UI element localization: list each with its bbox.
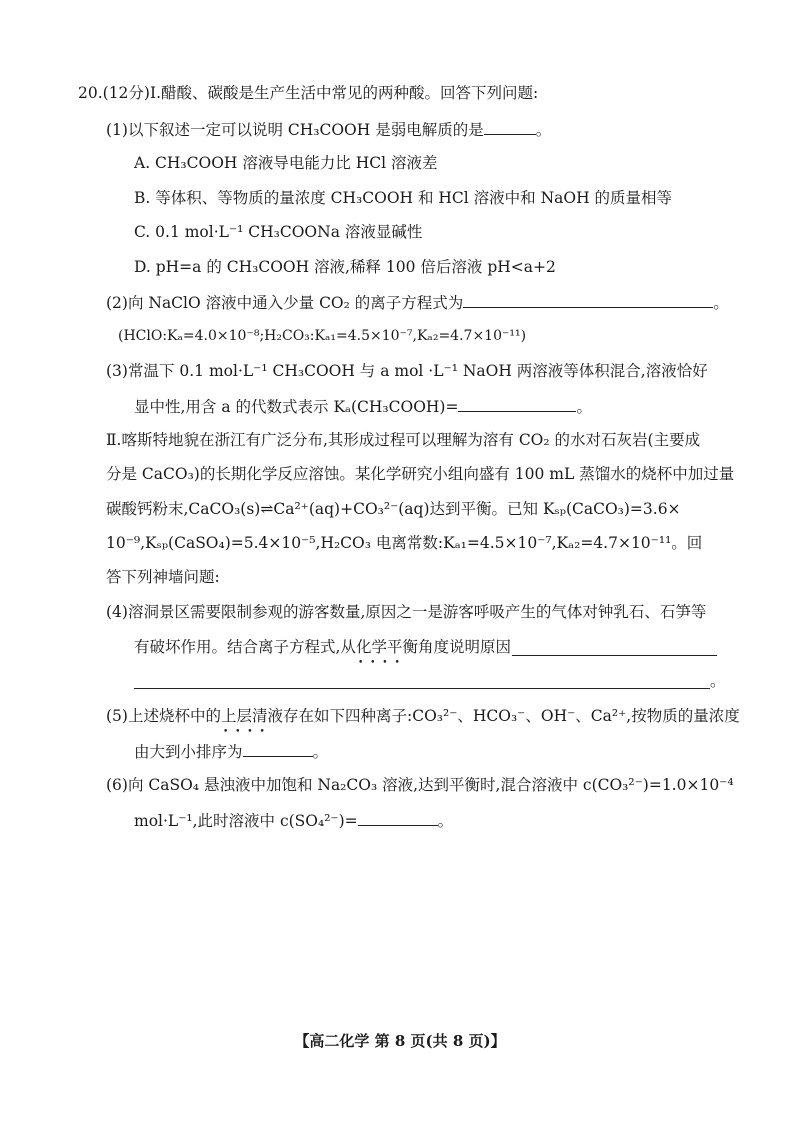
q2-stem [106,291,729,314]
q6-tail: 。 [437,812,454,830]
q5-line1 [106,705,740,727]
q3-line1: (3)常温下 0.1 mol·L⁻¹ CH₃COOH 与 a mol ·L⁻¹ NaOH 两溶液等体积混合,溶液恰好 [106,362,708,380]
q1-option-b: B. 等体积、等物质的量浓度 CH₃COOH 和 HCl 溶液中和 NaOH 的质量相等 [134,189,673,207]
q1-option-c: C. 0.1 mol·L⁻¹ CH₃COONa 溶液显碱性 [134,223,423,241]
q3-tail: 。 [576,398,592,416]
q5-emphasis-text: 上层清液 • • • • [221,705,283,727]
q4-line2-pre: 有破坏作用。结合离子方程式,从 [134,638,356,656]
q3-line2 [134,395,592,418]
q3-answer-blank[interactable] [458,395,576,412]
q4-answer-blank-2[interactable] [134,688,710,689]
q4-line2 [134,636,511,658]
question-header: 20.(12分)Ⅰ.醋酸、碳酸是生产生活中常见的两种酸。回答下列问题: [78,84,539,102]
q4-tail: 。 [710,672,726,690]
q4-line2-post: 角度说明原因 [417,638,511,656]
page-footer: 【高二化学 第 8 页(共 8 页)】 [294,1032,506,1050]
q5-line2-text: 由大到小排序为 [134,743,243,761]
q4-emphasis-text: 化学平衡 • • • • [356,636,418,658]
q5-line1-pre: (5)上述烧杯中的 [106,707,221,725]
q5-line2 [134,740,328,763]
part2-line1: Ⅱ.喀斯特地貌在浙江有广泛分布,其形成过程可以理解为溶有 CO₂ 的水对石灰岩(主要成 [106,431,701,449]
q5-answer-blank[interactable] [243,740,313,757]
q1-answer-blank[interactable] [484,118,536,135]
q6-line2-text: mol·L⁻¹,此时溶液中 c(SO₄²⁻)= [134,812,358,830]
q1-option-a: A. CH₃COOH 溶液导电能力比 HCl 溶液差 [134,154,438,172]
part2-line5: 答下列神墙问题: [106,568,220,586]
q1-stem-tail: 。 [535,121,552,139]
q2-stem-tail: 。 [713,294,729,312]
part2-line4: 10⁻⁹,Kₛₚ(CaSO₄)=5.4×10⁻⁵,H₂CO₃ 电离常数:Kₐ₁=4.5×10⁻⁷,Kₐ₂=4.7×10⁻¹¹。回 [106,534,703,552]
q3-line2-text: 显中性,用含 a 的代数式表示 Kₐ(CH₃COOH)= [134,398,459,416]
part2-line2: 分是 CaCO₃)的长期化学反应溶蚀。某化学研究小组向盛有 100 mL 蒸馏水的烧杯中加过量 [106,465,735,483]
q6-answer-blank[interactable] [358,809,438,826]
q1-option-d: D. pH=a 的 CH₃COOH 溶液,稀释 100 倍后溶液 pH<a+2 [134,258,556,276]
q5-tail: 。 [312,743,329,761]
q4-answer-blank-1[interactable] [512,655,717,656]
q2-stem-text: (2)向 NaClO 溶液中通入少量 CO₂ 的离子方程式为 [106,294,464,312]
q6-line1: (6)向 CaSO₄ 悬浊液中加饱和 Na₂CO₃ 溶液,达到平衡时,混合溶液中 c(CO₃²⁻)=1.0×10⁻⁴ [106,776,734,794]
q5-line1-post: 存在如下四种离子:CO₃²⁻、HCO₃⁻、OH⁻、Ca²⁺,按物质的量浓度 [282,707,740,725]
q4-line1: (4)溶洞景区需要限制参观的游客数量,原因之一是游客呼吸产生的气体对钟乳石、石笋等 [106,603,707,621]
q2-constants: (HClO:Kₐ=4.0×10⁻⁸;H₂CO₃:Kₐ₁=4.5×10⁻⁷,Kₐ₂=4.7×10⁻¹¹) [118,328,527,344]
q6-line2 [134,809,453,832]
q1-stem [106,118,551,141]
q1-stem-text: (1)以下叙述一定可以说明 CH₃COOH 是弱电解质的是 [106,121,484,139]
part2-line3: 碳酸钙粉末,CaCO₃(s)⇌Ca²⁺(aq)+CO₃²⁻(aq)达到平衡。已知 Kₛₚ(CaCO₃)=3.6× [106,500,681,518]
q2-answer-blank[interactable] [463,291,713,308]
